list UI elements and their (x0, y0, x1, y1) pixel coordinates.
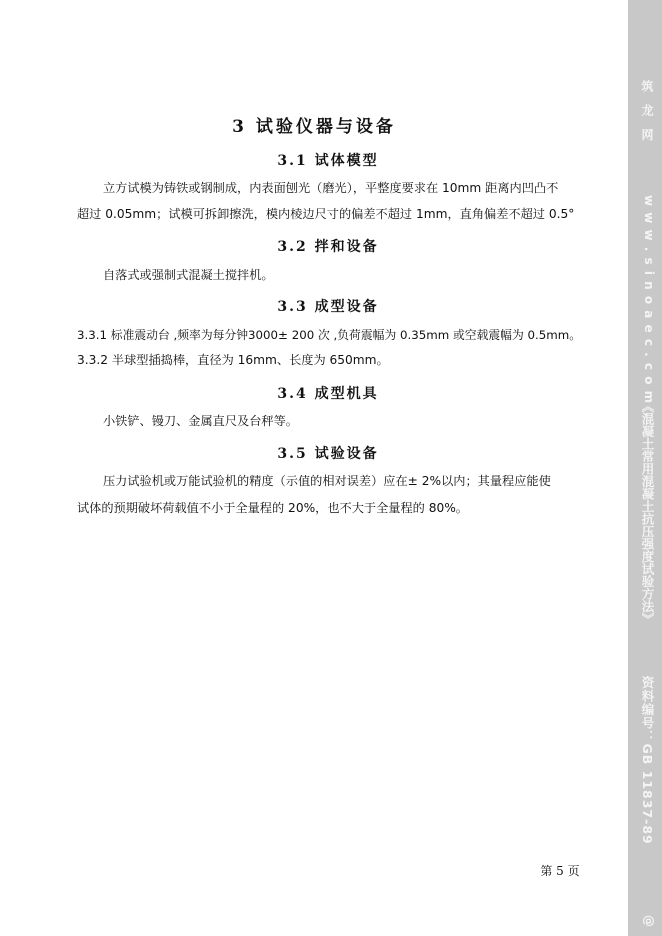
paragraph-line: 3.3.1 标准震动台 ,频率为每分钟3000± 200 次 ,负荷震幅为 0.35mm 或空载震幅为 0.5mm。 (77, 328, 582, 342)
document-title: 《混凝土常用混凝土抗压强度试验方法》 (640, 400, 655, 625)
site-url: w w w . s i n o a e c . c o m (642, 195, 656, 405)
section-heading-3-1: 3.1 试体模型 (277, 153, 379, 169)
section-heading-3-2: 3.2 拌和设备 (277, 239, 379, 255)
section-heading-3-3: 3.3 成型设备 (277, 299, 379, 315)
chapter-title: 3 试验仪器与设备 (232, 117, 396, 137)
paragraph-line: 自落式或强制式混凝土搅拌机。 (103, 268, 274, 282)
paragraph-line: 超过 0.05mm；试模可拆卸擦洗，模内棱边尺寸的偏差不超过 1mm，直角偏差不超过 0.5° (77, 207, 575, 221)
site-name: 筑 龙 网 (640, 80, 654, 145)
watermark-sidebar (628, 0, 662, 936)
paragraph-line: 小铁铲、镘刀、金属直尺及台秤等。 (103, 414, 298, 428)
paragraph-line: 立方试模为铸铁或钢制成，内表面刨光（磨光），平整度要求在 10mm 距离内凹凸不 (103, 181, 559, 195)
paragraph-line: 压力试验机或万能试验机的精度（示值的相对误差）应在± 2%以内；其量程应能使 (103, 474, 551, 488)
section-heading-3-4: 3.4 成型机具 (277, 386, 379, 402)
paragraph-line: 试体的预期破坏荷载值不小于全量程的 20%，也不大于全量程的 80%。 (77, 501, 468, 515)
page-number: 第 5 页 (540, 864, 580, 878)
section-heading-3-5: 3.5 试验设备 (277, 446, 379, 462)
document-code: 资料编号：GB 11837-89 (640, 676, 655, 845)
copyright-symbol: @ (642, 915, 656, 927)
paragraph-line: 3.3.2 半球型插捣棒，直径为 16mm、长度为 650mm。 (77, 353, 389, 367)
